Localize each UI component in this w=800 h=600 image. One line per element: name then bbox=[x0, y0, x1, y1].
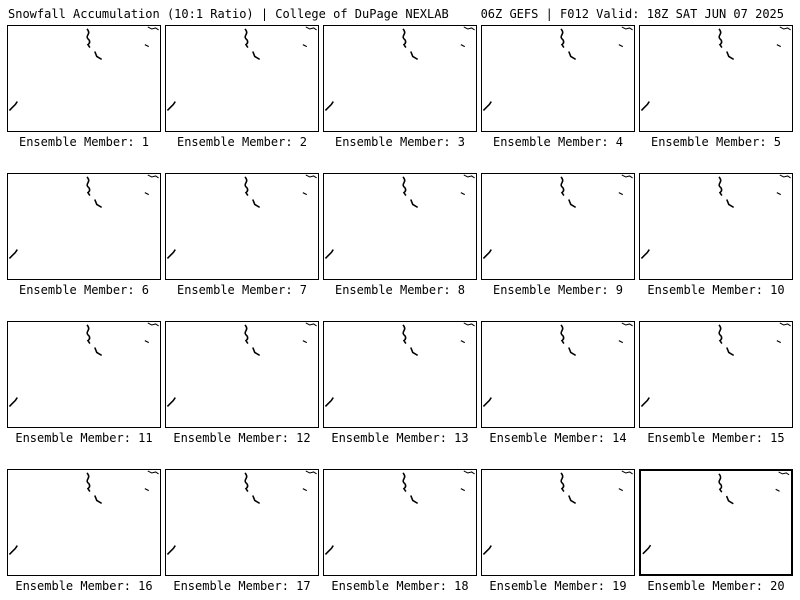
ensemble-member-label: Ensemble Member: 8 bbox=[334, 283, 466, 297]
ensemble-member-panel[interactable] bbox=[481, 469, 635, 576]
ensemble-member-label: Ensemble Member: 4 bbox=[492, 135, 624, 149]
ensemble-member-label: Ensemble Member: 6 bbox=[18, 283, 150, 297]
coastline-outline-icon bbox=[8, 322, 160, 427]
ensemble-member-label: Ensemble Member: 10 bbox=[647, 283, 785, 297]
ensemble-member-panel[interactable] bbox=[7, 25, 161, 132]
ensemble-member-panel[interactable] bbox=[639, 321, 793, 428]
ensemble-member-label: Ensemble Member: 13 bbox=[331, 431, 469, 445]
coastline-outline-icon bbox=[324, 470, 476, 575]
ensemble-member-label: Ensemble Member: 12 bbox=[173, 431, 311, 445]
ensemble-member-label: Ensemble Member: 15 bbox=[647, 431, 785, 445]
coastline-outline-icon bbox=[482, 174, 634, 279]
ensemble-member-label: Ensemble Member: 17 bbox=[173, 579, 311, 593]
ensemble-member-label: Ensemble Member: 11 bbox=[15, 431, 153, 445]
coastline-outline-icon bbox=[324, 322, 476, 427]
coastline-outline-icon bbox=[166, 26, 318, 131]
ensemble-member-label: Ensemble Member: 16 bbox=[15, 579, 153, 593]
coastline-outline-icon bbox=[640, 174, 792, 279]
ensemble-member-panel[interactable] bbox=[7, 173, 161, 280]
ensemble-member-panel[interactable] bbox=[7, 321, 161, 428]
run-info: 06Z GEFS | F012 Valid: 18Z SAT JUN 07 2025 bbox=[480, 7, 784, 21]
page-title: Snowfall Accumulation (10:1 Ratio) | College of DuPage NEXLAB bbox=[8, 7, 449, 21]
ensemble-member-panel[interactable] bbox=[639, 25, 793, 132]
coastline-outline-icon bbox=[640, 26, 792, 131]
ensemble-member-panel[interactable] bbox=[165, 469, 319, 576]
ensemble-member-label: Ensemble Member: 19 bbox=[489, 579, 627, 593]
ensemble-member-panel[interactable] bbox=[323, 321, 477, 428]
ensemble-member-label: Ensemble Member: 2 bbox=[176, 135, 308, 149]
ensemble-member-label: Ensemble Member: 18 bbox=[331, 579, 469, 593]
coastline-outline-icon bbox=[324, 26, 476, 131]
ensemble-member-panel[interactable] bbox=[481, 173, 635, 280]
coastline-outline-icon bbox=[166, 322, 318, 427]
ensemble-member-panel[interactable] bbox=[481, 321, 635, 428]
ensemble-member-label: Ensemble Member: 7 bbox=[176, 283, 308, 297]
ensemble-member-panel[interactable] bbox=[165, 321, 319, 428]
ensemble-member-panel[interactable] bbox=[165, 25, 319, 132]
ensemble-member-panel[interactable] bbox=[323, 173, 477, 280]
coastline-outline-icon bbox=[8, 26, 160, 131]
ensemble-member-panel[interactable] bbox=[165, 173, 319, 280]
ensemble-member-label: Ensemble Member: 1 bbox=[18, 135, 150, 149]
ensemble-member-panel[interactable] bbox=[323, 469, 477, 576]
ensemble-member-label: Ensemble Member: 20 bbox=[647, 579, 785, 593]
coastline-outline-icon bbox=[8, 174, 160, 279]
coastline-outline-icon bbox=[482, 470, 634, 575]
coastline-outline-icon bbox=[166, 470, 318, 575]
coastline-outline-icon bbox=[166, 174, 318, 279]
coastline-outline-icon bbox=[8, 470, 160, 575]
ensemble-member-label: Ensemble Member: 14 bbox=[489, 431, 627, 445]
coastline-outline-icon bbox=[640, 322, 792, 427]
ensemble-member-panel[interactable] bbox=[323, 25, 477, 132]
ensemble-member-label: Ensemble Member: 5 bbox=[650, 135, 782, 149]
coastline-outline-icon bbox=[641, 471, 791, 574]
ensemble-member-panel[interactable] bbox=[639, 469, 793, 576]
coastline-outline-icon bbox=[482, 26, 634, 131]
ensemble-member-panel[interactable] bbox=[639, 173, 793, 280]
ensemble-member-label: Ensemble Member: 9 bbox=[492, 283, 624, 297]
coastline-outline-icon bbox=[482, 322, 634, 427]
coastline-outline-icon bbox=[324, 174, 476, 279]
ensemble-member-panel[interactable] bbox=[7, 469, 161, 576]
ensemble-member-panel[interactable] bbox=[481, 25, 635, 132]
ensemble-member-label: Ensemble Member: 3 bbox=[334, 135, 466, 149]
